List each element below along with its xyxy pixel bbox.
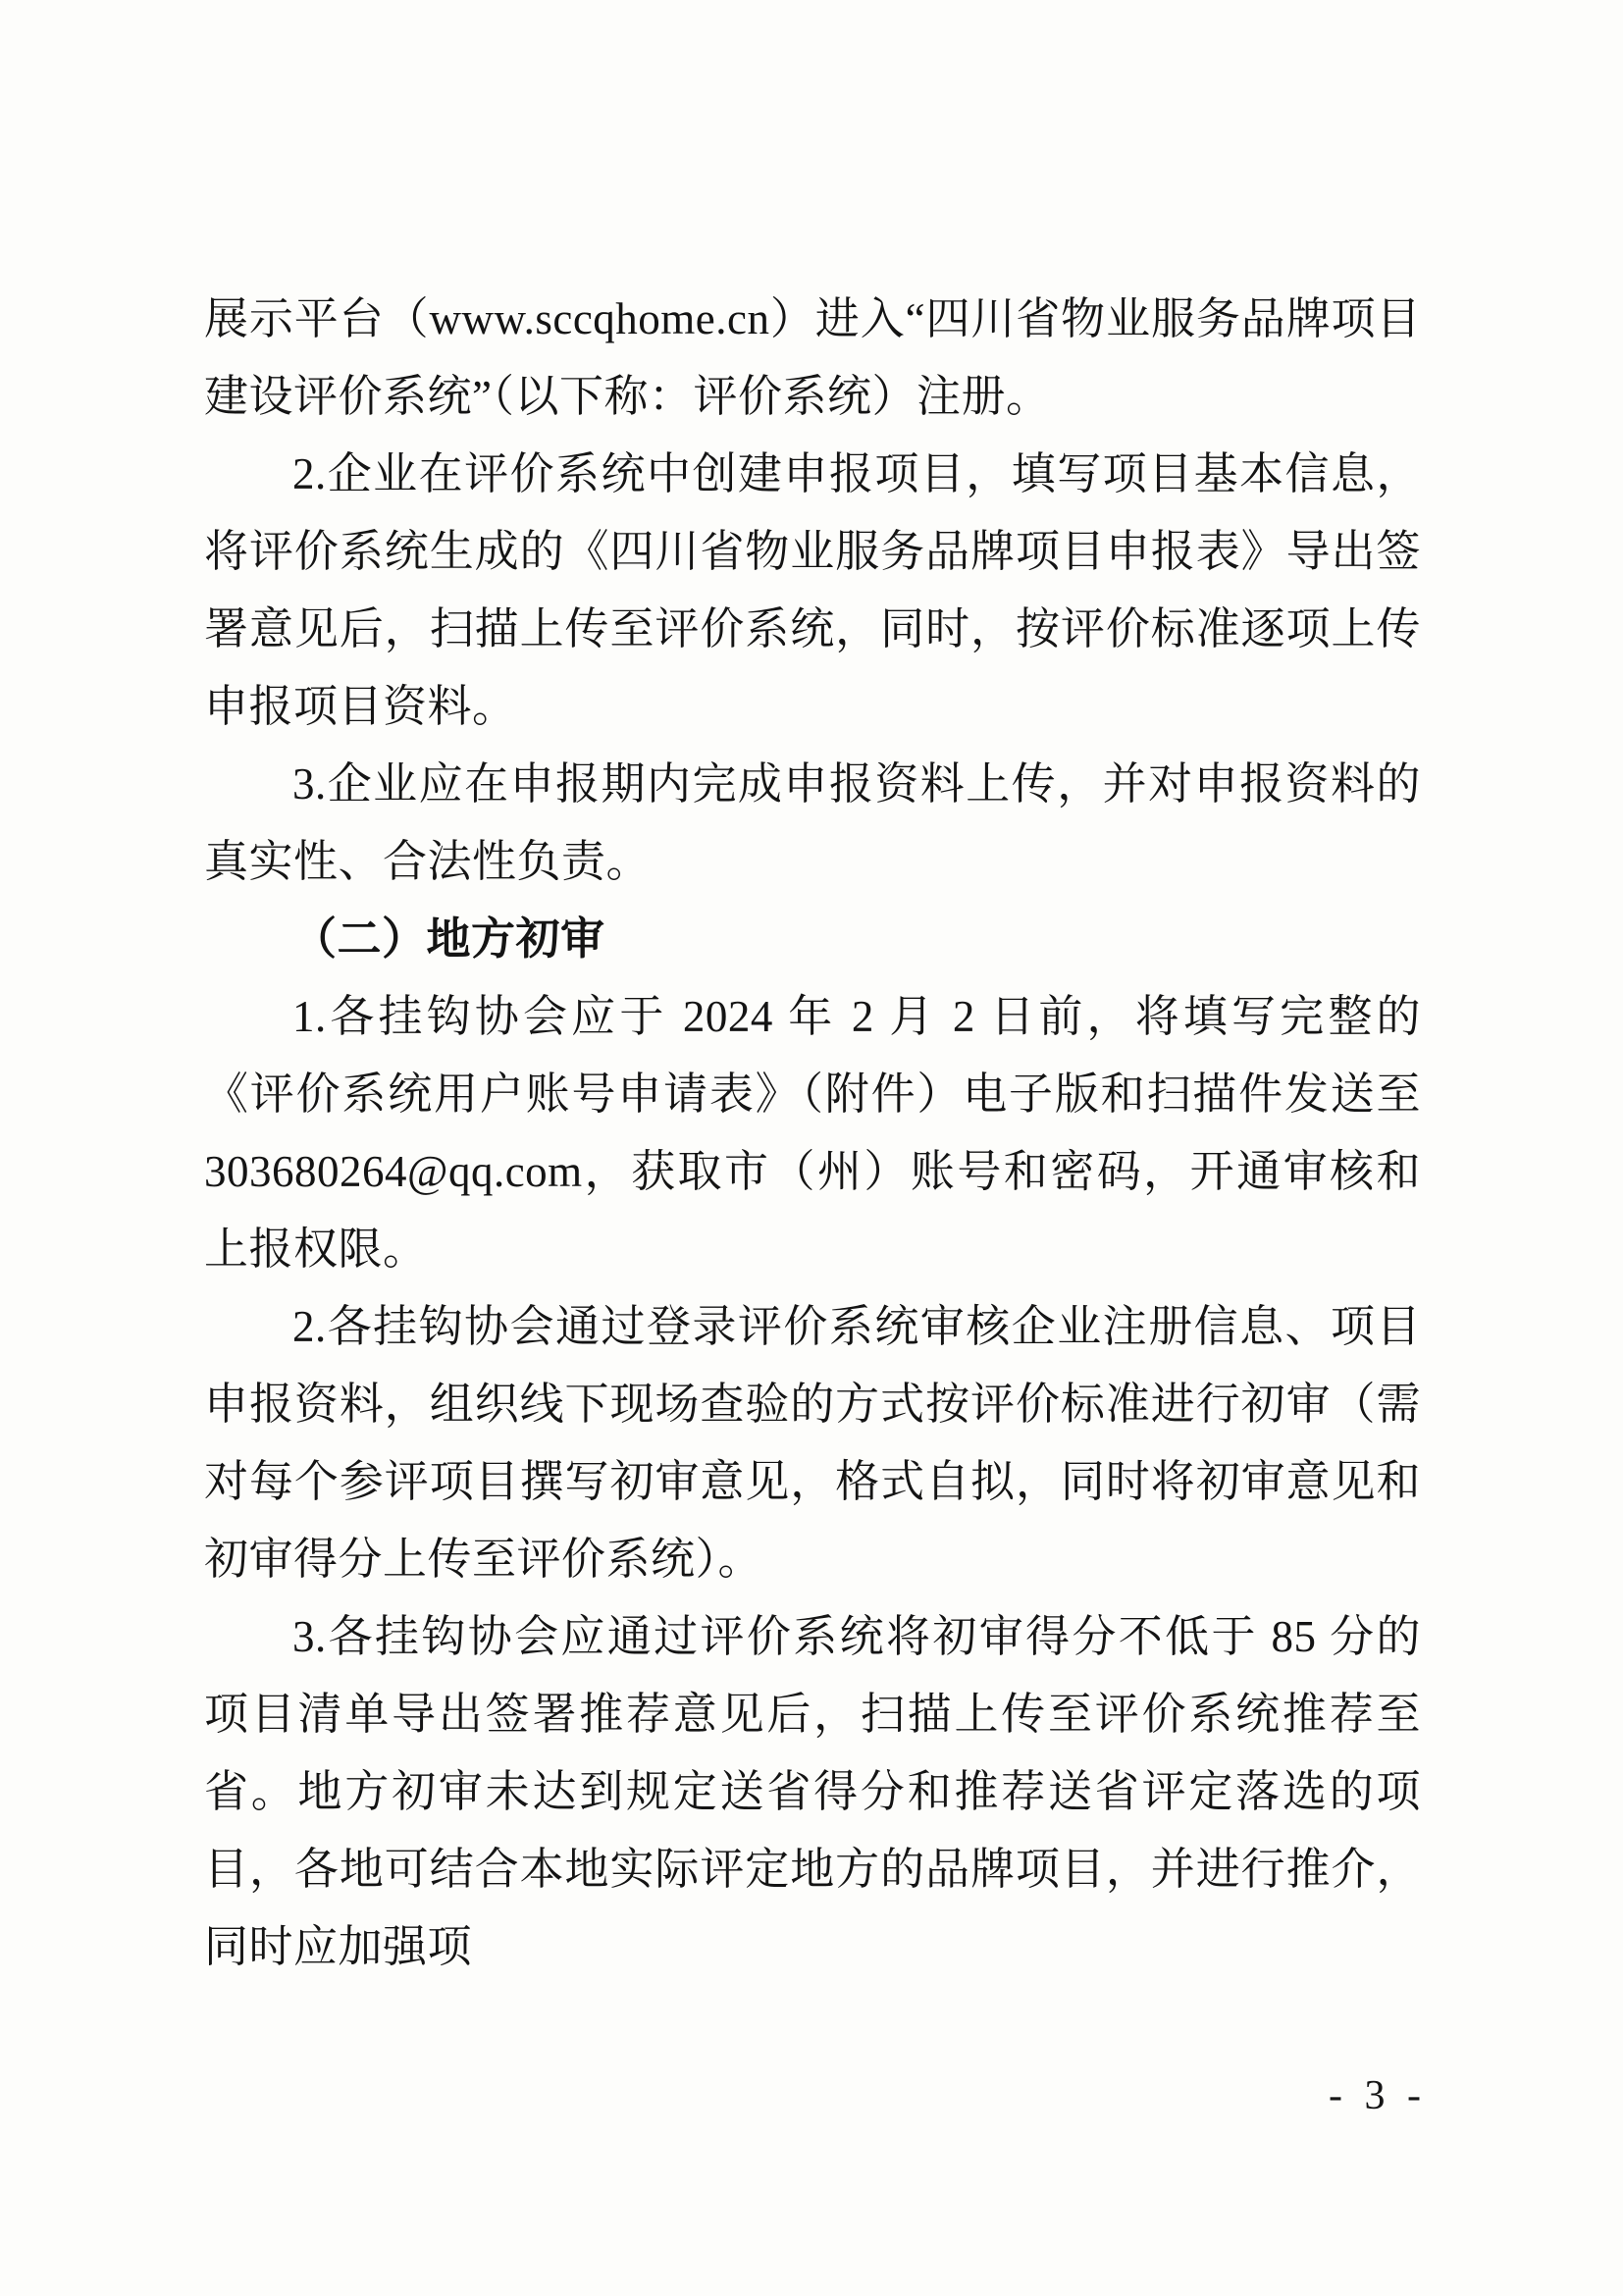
section-heading-local-review: （二）地方初审 bbox=[292, 914, 605, 964]
document-body bbox=[204, 281, 1421, 1986]
paragraph-1: 展示平台（www.sccqhome.cn）进入“四川省物业服务品牌项目建设评价系统”（以下称：评价系统）注册。 bbox=[204, 294, 1421, 421]
paragraph-6: 3.各挂钩协会应通过评价系统将初审得分不低于 85 分的项目清单导出签署推荐意见后，扫描上传至评价系统推荐至省。地方初审未达到规定送省得分和推荐送省评定落选的项目，各地可结合本地实际评定地方的品牌项目，并进行推介，同时应加强项 bbox=[204, 1612, 1421, 1971]
page-number: - 3 - bbox=[1329, 2073, 1427, 2118]
paragraph-4: 1.各挂钩协会应于 2024 年 2 月 2 日前，将填写完整的《评价系统用户账号申请表》（附件）电子版和扫描件发送至303680264@qq.com，获取市（州）账号和密码，开通审核和上报权限。 bbox=[204, 992, 1421, 1274]
paragraph-2: 2.企业在评价系统中创建申报项目，填写项目基本信息，将评价系统生成的《四川省物业服务品牌项目申报表》导出签署意见后，扫描上传至评价系统，同时，按评价标准逐项上传申报项目资料。 bbox=[204, 449, 1421, 731]
paragraph-5: 2.各挂钩协会通过登录评价系统审核企业注册信息、项目申报资料，组织线下现场查验的方式按评价标准进行初审（需对每个参评项目撰写初审意见，格式自拟，同时将初审意见和初审得分上传至评价系统）。 bbox=[204, 1302, 1421, 1584]
paragraph-3: 3.企业应在申报期内完成申报资料上传，并对申报资料的真实性、合法性负责。 bbox=[204, 759, 1421, 886]
